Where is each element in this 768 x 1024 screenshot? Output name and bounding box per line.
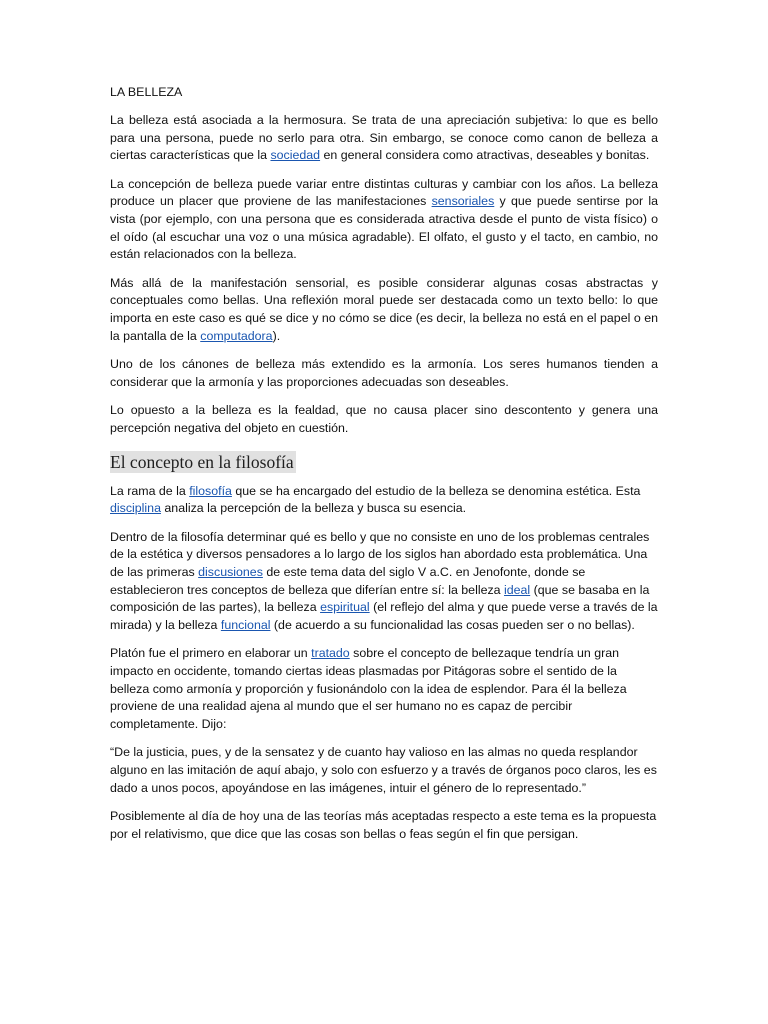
paragraph bbox=[110, 645, 658, 734]
inline-link[interactable]: sociedad bbox=[270, 148, 321, 163]
paragraph-text: “De la justicia, pues, y de la sensatez y de cuanto hay valioso en las almas no queda resplandor alguno en las imitación de aquí abajo, y solo con esfuerzo y a través de órganos poco claros, les es dado a unos pocos, apoyándose en las imágenes, intuir el género de lo representado.” bbox=[110, 745, 657, 795]
paragraph bbox=[110, 529, 658, 635]
inline-link[interactable]: tratado bbox=[311, 646, 350, 661]
intro-section bbox=[110, 112, 658, 437]
paragraph bbox=[110, 275, 658, 346]
inline-link[interactable]: funcional bbox=[220, 618, 271, 633]
paragraph-text: ). bbox=[272, 328, 281, 343]
inline-link[interactable]: filosofía bbox=[189, 483, 232, 498]
inline-link[interactable]: computadora bbox=[200, 328, 273, 343]
section-heading: El concepto en la filosofía bbox=[110, 451, 294, 472]
inline-link[interactable]: discusiones bbox=[198, 565, 263, 580]
inline-link[interactable]: ideal bbox=[504, 582, 531, 597]
paragraph bbox=[110, 808, 658, 843]
paragraph-text: La concepción de belleza puede variar entre distintas culturas y cambiar con los años. La belleza produce un placer que proviene de las manifestaciones bbox=[110, 176, 658, 209]
paragraph-text: Lo opuesto a la belleza es la fealdad, que no causa placer sino descontento y genera una percepción negativa del objeto en cuestión. bbox=[110, 402, 658, 435]
paragraph-text: La rama de la bbox=[110, 483, 190, 498]
paragraph bbox=[110, 483, 658, 518]
paragraph-text: que se ha encargado del estudio de la belleza se denomina estética. Esta bbox=[231, 483, 641, 498]
document-title: LA BELLEZA bbox=[110, 85, 183, 99]
paragraph bbox=[110, 112, 658, 165]
philosophy-section bbox=[110, 483, 658, 844]
paragraph-text: Posiblemente al día de hoy una de las teorías más aceptadas respecto a este tema es la propuesta por el relativismo, que dice que las cosas son bellas o feas según el fin que persigan. bbox=[110, 809, 657, 841]
paragraph-text: analiza la percepción de la belleza y busca su esencia. bbox=[160, 501, 467, 516]
paragraph-text: La belleza está asociada a la hermosura. Se trata de una apreciación subjetiva: lo que es bello para una persona, puede no serlo para otra. Sin embargo, se conoce como canon de belleza a ciertas características que la bbox=[110, 113, 658, 163]
inline-link[interactable]: sensoriales bbox=[431, 194, 495, 209]
paragraph-text: (el reflejo del alma y que puede verse a través de la mirada) y la belleza bbox=[110, 600, 658, 633]
paragraph bbox=[110, 744, 658, 797]
paragraph-text: (que se basaba en la composición de las partes), la belleza bbox=[110, 582, 650, 615]
document-page bbox=[110, 84, 658, 854]
paragraph-text: (de acuerdo a su funcionalidad las cosas pueden ser o no bellas). bbox=[270, 618, 635, 633]
paragraph-text: Platón fue el primero en elaborar un bbox=[110, 646, 312, 661]
paragraph bbox=[110, 356, 658, 391]
paragraph-text: Uno de los cánones de belleza más extendido es la armonía. Los seres humanos tienden a considerar que la armonía y las proporciones adecuadas son deseables. bbox=[110, 356, 658, 389]
paragraph-text: Dentro de la filosofía determinar qué es bello y que no consiste en uno de los problemas centrales de la estética y diversos pensadores a lo largo de los siglos han abordado esta problemática. Una de las primeras bbox=[110, 529, 650, 580]
paragraph-text: de este tema data del siglo V a.C. en Jenofonte, donde se establecieron tres conceptos de belleza que diferían entre sí: la belleza bbox=[110, 565, 586, 597]
paragraph-text: en general considera como atractivas, deseables y bonitas. bbox=[320, 148, 650, 163]
paragraph-text: sobre el concepto de bellezaque tendría un gran impacto en occidente, tomando ciertas ideas plasmadas por Pitágoras sobre el sentido de la belleza como armonía y proporción y fusionándolo con la idea de esplendor. Para él la belleza proviene de una realidad ajena al mundo que el ser humano no es capaz de percibir completamente. Dijo: bbox=[110, 646, 627, 732]
inline-link[interactable]: disciplina bbox=[110, 501, 161, 516]
paragraph-text: y que puede sentirse por la vista (por ejemplo, con una persona que es considerada atractiva desde el punto de vista físico) o el oído (al escuchar una voz o una música agradable). El olfato, el gusto y el tacto, en cambio, no están relacionados con la belleza. bbox=[110, 194, 658, 262]
inline-link[interactable]: espiritual bbox=[320, 600, 370, 615]
section-heading-wrapper bbox=[110, 448, 658, 483]
paragraph bbox=[110, 176, 658, 265]
paragraph bbox=[110, 402, 658, 437]
paragraph-text: Más allá de la manifestación sensorial, es posible considerar algunas cosas abstractas y conceptuales como bellas. Una reflexión moral puede ser destacada como un texto bello: lo que importa en este caso es qué se dice y no cómo se dice (es decir, la belleza no está en el papel o en la pantalla de la bbox=[110, 275, 658, 343]
